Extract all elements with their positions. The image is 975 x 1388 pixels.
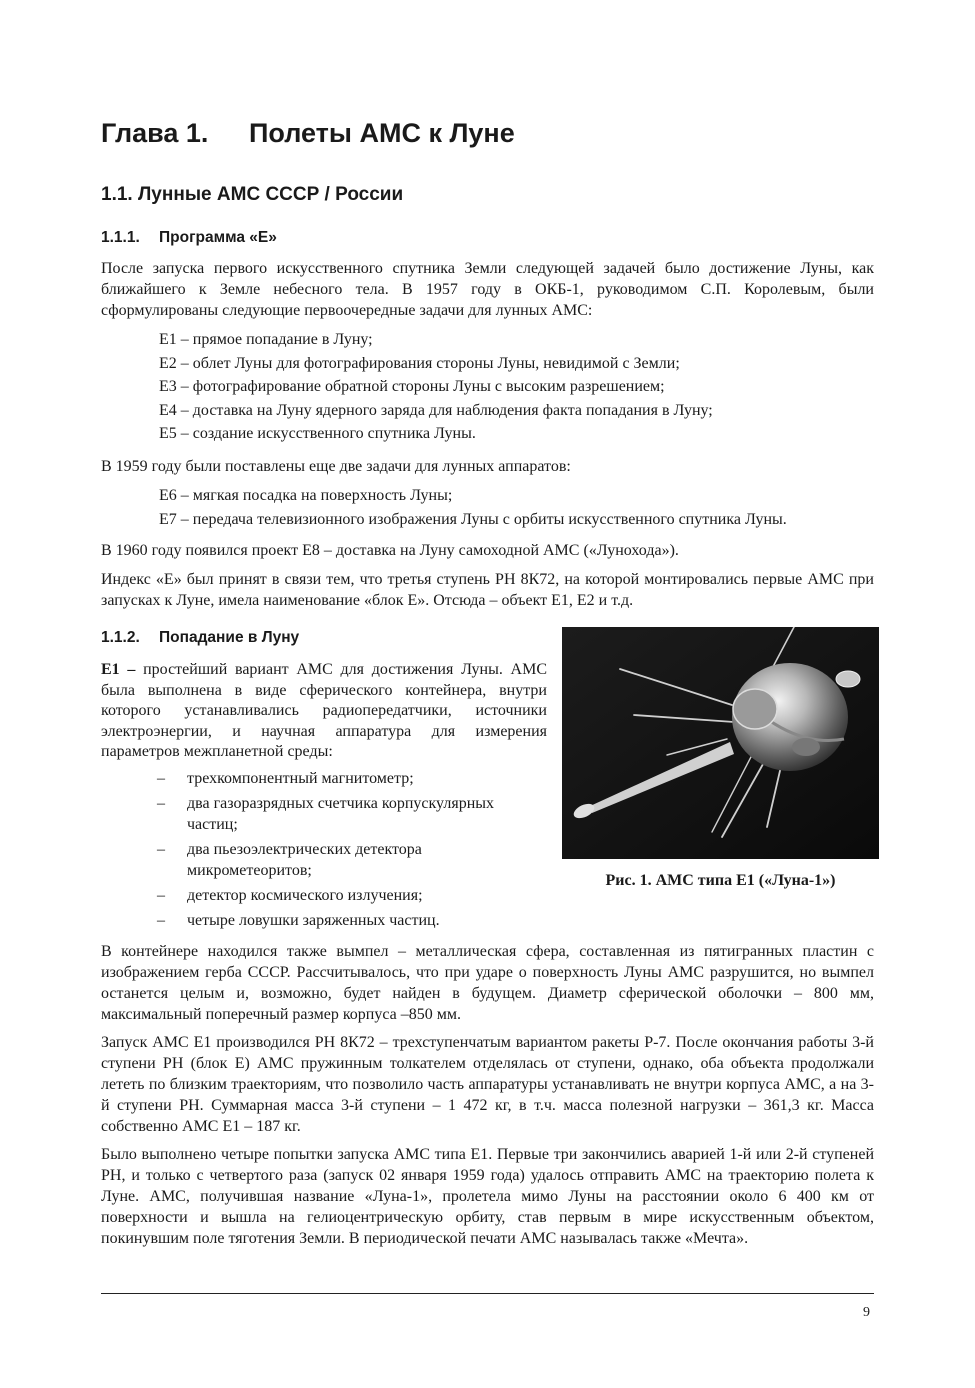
page-number: 9 xyxy=(863,1305,870,1320)
list-item-text: два газоразрядных счетчика корпускулярных частиц; xyxy=(187,795,494,833)
list-item-text: трехкомпонентный магнитометр; xyxy=(187,770,414,787)
e1-lead-text: простейший вариант АМС для достижения Луны. АМС была выполнена в виде сферического контейнера, внутри которого устанавливались радиопередатчики, источники электроэнергии, и научная аппаратура для измерения параметров межпланетной среды: xyxy=(101,661,548,760)
footer-divider xyxy=(101,1293,874,1294)
dash-bullet: – xyxy=(157,841,165,858)
subsection-heading-program-e xyxy=(101,229,277,247)
chapter-title: Полеты АМС к Луне xyxy=(249,118,515,148)
list-item xyxy=(157,793,547,835)
subsection-number: 1.1.2. xyxy=(101,629,140,646)
dash-bullet: – xyxy=(157,770,165,787)
subsection-title: Попадание в Луну xyxy=(159,629,300,646)
subsection-title: Программа «Е» xyxy=(159,229,277,246)
luna-1-spacecraft-illustration xyxy=(562,627,879,859)
luna-1-photo xyxy=(562,627,879,859)
e1-lead-bold: Е1 – xyxy=(101,661,136,678)
dash-bullet: – xyxy=(157,912,165,929)
list-item-text: два пьезоэлектрических детектора микрометеоритов; xyxy=(187,841,422,879)
figure-caption: Рис. 1. АМС типа Е1 («Луна-1») xyxy=(605,872,836,889)
instrument-list xyxy=(157,768,547,935)
subsection-number: 1.1.1. xyxy=(101,229,140,246)
paragraph-launch: Запуск АМС Е1 производился РН 8К72 – трехступенчатым вариантом ракеты Р-7. После окончания работы 3-й ступени РН (блок Е) АМС пружинным толкателем отделялась от ступени, однако, оба объекта продолжали лететь по близким траекториям, что позволило часть аппаратуры устанавливать не внутри корпуса АМС, а на 3-й ступени РН. Суммарная масса 3-й ступени – 1 472 кг, в т.ч. масса полезной нагрузки – 361,3 кг. Масса собственно АМС Е1 – 187 кг. xyxy=(101,1034,874,1135)
list-item: Е4 – доставка на Луну ядерного заряда для наблюдения факта попадания в Луну; xyxy=(159,401,713,419)
list-item xyxy=(157,768,547,789)
list-item xyxy=(157,885,547,906)
paragraph-1960: В 1960 году появился проект Е8 – доставка на Луну самоходной АМС («Лунохода»). xyxy=(101,542,679,559)
dash-bullet: – xyxy=(157,795,165,812)
intro-paragraph: После запуска первого искусственного спутника Земли следующей задачей было достижение Луны, как ближайшего к Земле небесного тела. В 1957 году в ОКБ-1, руководимом С.П. Королевым, были сформулированы следующие первоочередные задачи для лунных АМС: xyxy=(101,260,874,319)
chapter-number: Глава 1. xyxy=(101,118,209,148)
paragraph-pennant: В контейнере находился также вымпел – металлическая сфера, составленная из пятигранных пластин с изображением герба СССР. Рассчитывалось, что при ударе о поверхность Луны АМС разрушится, но вымпел останется целым и, возможно, будет найден в будущем. Диаметр сферической оболочки – 800 мм, максимальный поперечный размер корпуса –850 мм. xyxy=(101,943,874,1023)
list-item: Е2 – облет Луны для фотографирования стороны Луны, невидимой с Земли; xyxy=(159,354,680,372)
list-item xyxy=(157,839,547,881)
list-item: Е1 – прямое попадание в Луну; xyxy=(159,331,373,348)
paragraph-1959: В 1959 году были поставлены еще две задачи для лунных аппаратов: xyxy=(101,458,571,475)
e1-description xyxy=(101,660,547,763)
list-item-text: детектор космического излучения; xyxy=(187,887,423,904)
task-list-1959 xyxy=(159,485,787,532)
section-heading: 1.1. Лунные АМС СССР / России xyxy=(101,184,404,205)
list-item-text: четыре ловушки заряженных частиц. xyxy=(187,912,440,929)
list-item: Е3 – фотографирование обратной стороны Луны с высоким разрешением; xyxy=(159,378,665,395)
subsection-heading-lunar-impact xyxy=(101,629,299,647)
dash-bullet: – xyxy=(157,887,165,904)
task-list-1957 xyxy=(159,329,713,447)
chapter-heading xyxy=(101,118,515,149)
list-item: Е7 – передача телевизионного изображения Луны с орбиты искусственного спутника Луны. xyxy=(159,510,787,528)
list-item xyxy=(157,910,547,931)
list-item: Е6 – мягкая посадка на поверхность Луны; xyxy=(159,487,453,504)
paragraph-index-e: Индекс «Е» был принят в связи тем, что третья ступень РН 8К72, на которой монтировались первые АМС при запусках к Луне, имела наименование «блок Е». Отсюда – объект Е1, Е2 и т.д. xyxy=(101,571,874,609)
list-item: Е5 – создание искусственного спутника Луны. xyxy=(159,425,476,442)
paragraph-attempts: Было выполнено четыре попытки запуска АМС типа Е1. Первые три закончились аварией 1-й или 2-й ступеней РН, и только с четвертого раза (запуск 02 января 1959 года) удалось отправить АМС на траекторию полета к Луне. АМС, получившая название «Луна-1», пролетела мимо Луны на расстоянии около 6 400 км от поверхности и вышла на гелиоцентрическую орбиту, став первым в мире искусственным объектом, покинувшим поле тяготения Земли. В периодической печати АМС называлась также «Мечта». xyxy=(101,1146,874,1247)
